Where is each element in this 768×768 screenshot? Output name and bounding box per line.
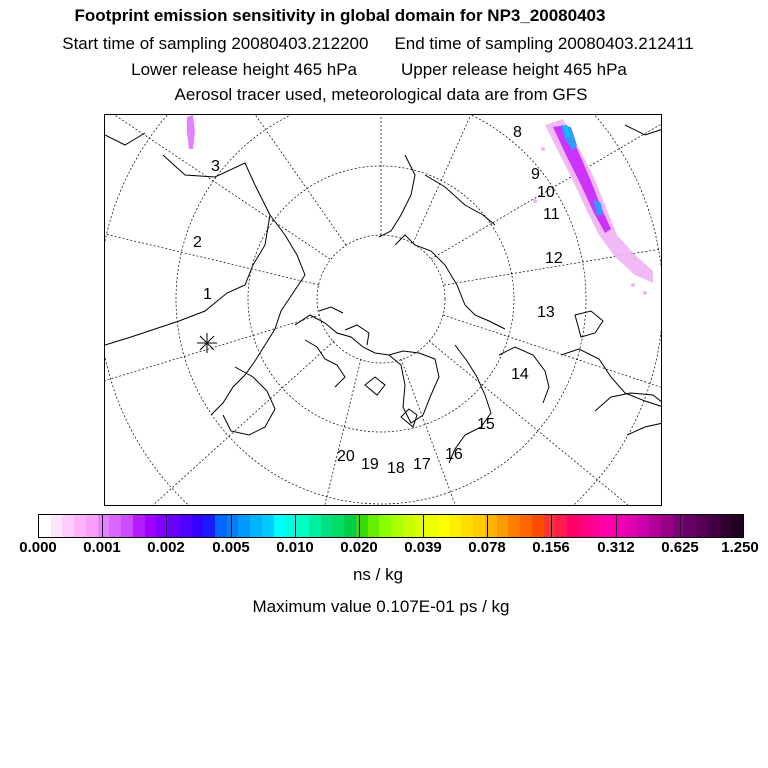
colorbar-segment xyxy=(426,515,438,537)
colorbar-label: 0.020 xyxy=(340,539,378,556)
traj-label-14: 14 xyxy=(511,366,529,383)
colorbar-segment xyxy=(192,515,204,537)
colorbar-segment xyxy=(579,515,591,537)
colorbar-segment xyxy=(215,515,227,537)
colorbar-segment xyxy=(438,515,450,537)
traj-label-11: 11 xyxy=(543,206,560,223)
colorbar-label: 0.000 xyxy=(19,539,57,556)
colorbar-segment xyxy=(109,515,121,537)
colorbar-unit-label: ns / kg xyxy=(352,565,404,584)
coast-hudson-bay xyxy=(223,367,275,435)
traj-label-12: 12 xyxy=(545,250,563,267)
maximum-value-label: Maximum value 0.107E-01 ps / kg xyxy=(252,597,510,616)
coast-north-america xyxy=(105,155,270,345)
colorbar-segment xyxy=(731,515,743,537)
colorbar-segment xyxy=(649,515,661,537)
traj-label-16: 16 xyxy=(445,446,463,463)
colorbar-segment xyxy=(133,515,145,537)
colorbar-segment xyxy=(720,515,732,537)
colorbar-segment xyxy=(180,515,192,537)
traj-label-18: 18 xyxy=(387,460,405,477)
colorbar-tick xyxy=(359,514,360,538)
colorbar-segment xyxy=(696,515,708,537)
colorbar-label: 0.010 xyxy=(276,539,314,556)
colorbar-segment xyxy=(673,515,685,537)
colorbar-segment xyxy=(626,515,638,537)
sampling-time-line xyxy=(0,34,762,54)
colorbar-segment xyxy=(555,515,567,537)
plume-mid xyxy=(553,125,611,233)
lower-height-label: Lower release height 465 hPa xyxy=(131,60,357,79)
plot-title: Footprint emission sensitivity in global domain for NP3_20080403 xyxy=(74,6,606,25)
colorbar-segment xyxy=(309,515,321,537)
colorbar-segment xyxy=(403,515,415,537)
colorbar-label: 0.002 xyxy=(147,539,185,556)
colorbar-tick xyxy=(680,514,681,538)
colorbar-segment xyxy=(344,515,356,537)
colorbar-tick xyxy=(231,514,232,538)
traj-label-19: 19 xyxy=(361,456,379,473)
colorbar-segment xyxy=(227,515,239,537)
colorbar-label: 0.001 xyxy=(83,539,121,556)
colorbar-segment xyxy=(508,515,520,537)
colorbar-tick xyxy=(295,514,296,538)
colorbar-label: 0.039 xyxy=(404,539,442,556)
traj-label-17: 17 xyxy=(413,456,431,473)
traj-label-15: 15 xyxy=(477,416,495,433)
colorbar-segment xyxy=(473,515,485,537)
traj-label-10: 10 xyxy=(537,184,555,201)
colorbar-segment xyxy=(297,515,309,537)
coast-island-right xyxy=(575,311,603,337)
upper-height-label: Upper release height 465 hPa xyxy=(401,60,627,79)
colorbar-segment xyxy=(321,515,333,537)
colorbar-segment xyxy=(51,515,63,537)
colorbar-segment xyxy=(238,515,250,537)
colorbar-segment xyxy=(520,515,532,537)
colorbar-tick xyxy=(102,514,103,538)
colorbar-label: 1.250 xyxy=(721,539,759,556)
coast-archipelago xyxy=(295,315,389,355)
colorbar-segment xyxy=(461,515,473,537)
colorbar-tick xyxy=(616,514,617,538)
colorbar-segment xyxy=(661,515,673,537)
colorbar-segment xyxy=(168,515,180,537)
colorbar-segment xyxy=(262,515,274,537)
colorbar-label: 0.625 xyxy=(661,539,699,556)
colorbar-label: 0.312 xyxy=(597,539,635,556)
colorbar-segment xyxy=(356,515,368,537)
emission-plume xyxy=(187,115,653,295)
tracer-label: Aerosol tracer used, meteorological data are from GFS xyxy=(174,85,588,104)
colorbar-segment xyxy=(121,515,133,537)
colorbar-segment xyxy=(74,515,86,537)
traj-label-1: 1 xyxy=(203,286,212,303)
traj-label-3: 3 xyxy=(211,158,220,175)
coast-siberia xyxy=(395,235,505,329)
colorbar-segment xyxy=(145,515,157,537)
colorbar-segment xyxy=(332,515,344,537)
colorbar-label: 0.005 xyxy=(212,539,250,556)
colorbar-segment xyxy=(250,515,262,537)
colorbar-segment xyxy=(708,515,720,537)
map-canvas xyxy=(105,115,662,506)
colorbar-segment xyxy=(637,515,649,537)
colorbar-label: 0.156 xyxy=(532,539,570,556)
colorbar-segment xyxy=(39,515,51,537)
colorbar-segment xyxy=(684,515,696,537)
colorbar-segment xyxy=(274,515,286,537)
release-point-marker xyxy=(197,333,217,353)
start-time-label: Start time of sampling 20080403.212200 xyxy=(62,34,369,53)
trajectory-labels xyxy=(193,124,563,477)
traj-label-8: 8 xyxy=(513,124,522,141)
colorbar-segment xyxy=(450,515,462,537)
colorbar-tick xyxy=(487,514,488,538)
colorbar-label: 0.078 xyxy=(468,539,506,556)
colorbar-tick xyxy=(166,514,167,538)
traj-label-2: 2 xyxy=(193,234,202,251)
colorbar-segment xyxy=(591,515,603,537)
traj-label-13: 13 xyxy=(537,304,555,321)
map-frame xyxy=(104,114,662,506)
colorbar-segment xyxy=(497,515,509,537)
colorbar-tick xyxy=(551,514,552,538)
colorbar-segment xyxy=(567,515,579,537)
colorbar-segment xyxy=(391,515,403,537)
colorbar-segment xyxy=(602,515,614,537)
colorbar-segment xyxy=(544,515,556,537)
release-height-line xyxy=(0,60,763,80)
colorbar-segment xyxy=(368,515,380,537)
traj-label-20: 20 xyxy=(337,448,355,465)
colorbar-segment xyxy=(62,515,74,537)
colorbar-segment xyxy=(415,515,427,537)
colorbar-segment xyxy=(379,515,391,537)
colorbar-segment xyxy=(98,515,110,537)
colorbar xyxy=(38,514,744,538)
colorbar-segment xyxy=(86,515,98,537)
traj-label-9: 9 xyxy=(531,166,540,183)
colorbar-segment xyxy=(532,515,544,537)
colorbar-tick xyxy=(423,514,424,538)
colorbar-segment xyxy=(203,515,215,537)
end-time-label: End time of sampling 20080403.212411 xyxy=(394,34,694,53)
lat-circle-80 xyxy=(317,235,445,363)
plume-topleft xyxy=(187,115,195,149)
